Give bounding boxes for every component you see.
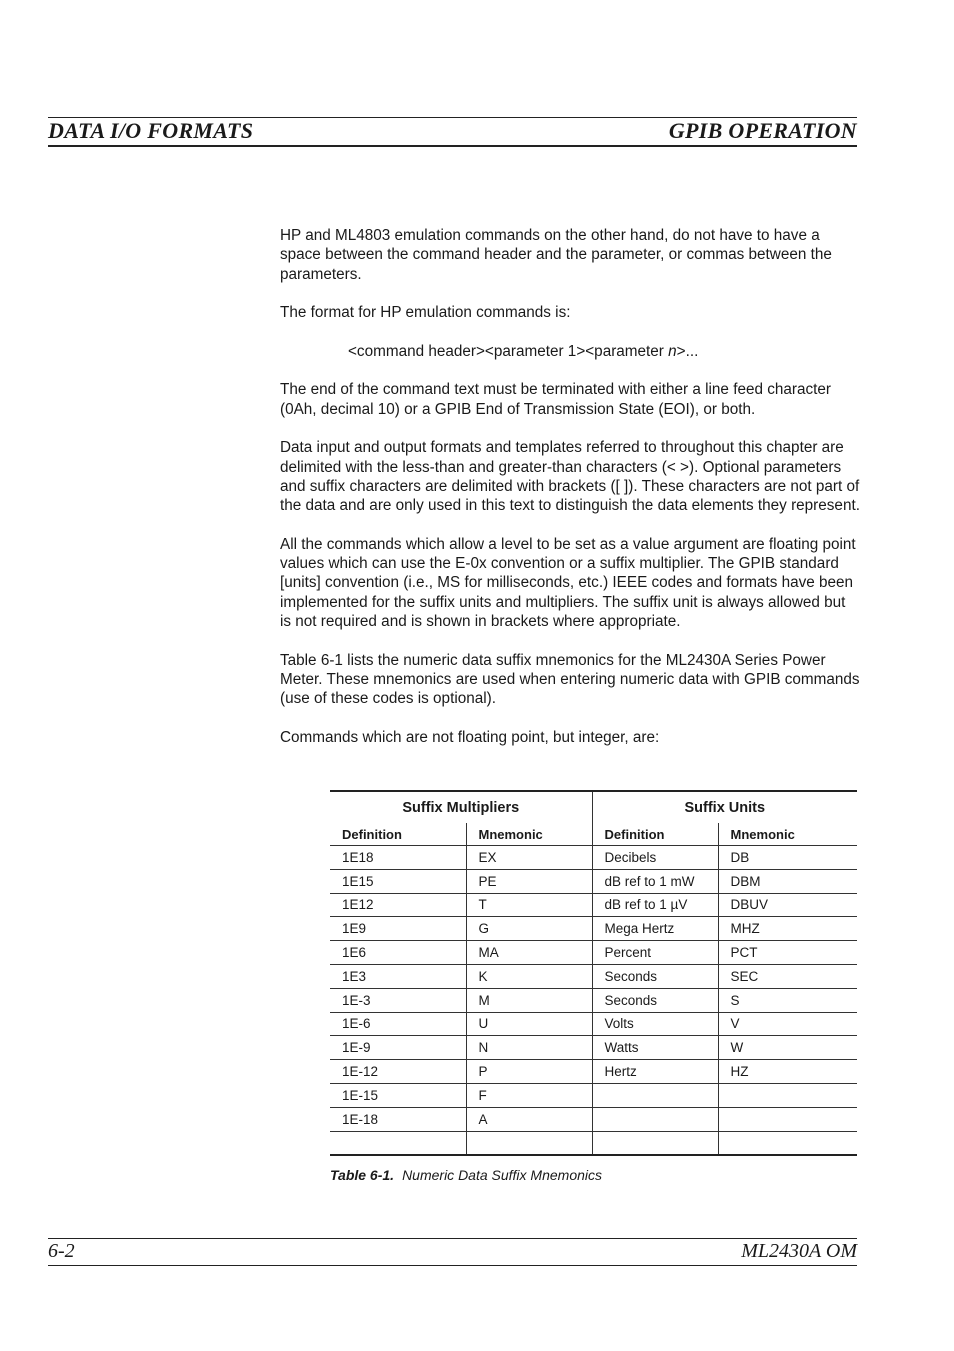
table-cell: N [466, 1036, 592, 1060]
format-template-post: >... [676, 342, 699, 360]
table-cell: T [466, 893, 592, 917]
table-cell: 1E-9 [330, 1036, 466, 1060]
sub-header-mnemonic: Mnemonic [466, 823, 592, 846]
table-cell: Mega Hertz [592, 917, 718, 941]
table-caption-label: Table 6-1. [330, 1167, 395, 1183]
table-cell: MA [466, 941, 592, 965]
table-cell: PCT [718, 941, 857, 965]
table-row [330, 941, 857, 965]
table-cell: EX [466, 846, 592, 870]
header-right-title: GPIB OPERATION [668, 118, 857, 143]
table-row [330, 1060, 857, 1084]
table-cell [592, 1131, 718, 1155]
suffix-mnemonics-table [330, 790, 857, 1156]
table-cell: 1E-3 [330, 988, 466, 1012]
format-template [280, 342, 860, 361]
table-cell: HZ [718, 1060, 857, 1084]
group-header-multipliers: Suffix Multipliers [402, 799, 520, 816]
table-cell: 1E-12 [330, 1060, 466, 1084]
header-left-title: DATA I/O FORMATS [48, 118, 254, 143]
table-sub-header-row [330, 823, 857, 846]
table-cell: Hertz [592, 1060, 718, 1084]
table-group-header-row [330, 791, 857, 823]
header-bottom-rule [48, 145, 857, 147]
table-cell: DB [718, 846, 857, 870]
table-cell: M [466, 988, 592, 1012]
table-cell: 1E6 [330, 941, 466, 965]
table-cell: dB ref to 1 mW [592, 869, 718, 893]
table-cell: Seconds [592, 988, 718, 1012]
table-row [330, 1131, 857, 1155]
table-cell: S [718, 988, 857, 1012]
table-row [330, 917, 857, 941]
table-cell [330, 1131, 466, 1155]
table-cell: 1E-6 [330, 1012, 466, 1036]
table-cell: Seconds [592, 964, 718, 988]
paragraph-7: Table 6-1 lists the numeric data suffix mnemonics for the ML2430A Series Power Meter. These mnemonics are used when entering numeric data with GPIB commands (use of these codes is optional). [280, 651, 860, 708]
table-cell: G [466, 917, 592, 941]
paragraph-6: All the commands which allow a level to be set as a value argument are floating point values which can use the E-0x convention or a suffix multiplier. The GPIB standard [units] convention (i.e., MS for milliseconds, etc.) IEEE codes and formats have been implemented for the suffix units and multipliers. The suffix unit is always allowed but is not required and is shown in brackets where appropriate. [280, 535, 856, 630]
table-row [330, 964, 857, 988]
table-row [330, 1012, 857, 1036]
paragraph-5: Data input and output formats and templates referred to throughout this chapter are delimited with the less-than and greater-than characters (< >). Optional parameters and suffix characters are delimited with brackets ([ ]). These characters are not part of the data and are only used in this text to distinguish the data elements they represent. [280, 439, 860, 515]
format-template-n: n [668, 342, 677, 360]
table-cell [718, 1131, 857, 1155]
table-cell: 1E-15 [330, 1083, 466, 1107]
table-cell: V [718, 1012, 857, 1036]
table-cell: 1E15 [330, 869, 466, 893]
table-cell: Watts [592, 1036, 718, 1060]
footer-top-rule [48, 1238, 857, 1239]
table-cell: 1E3 [330, 964, 466, 988]
table-cell: A [466, 1107, 592, 1131]
sub-header-definition: Definition [330, 823, 466, 846]
table-cell: Percent [592, 941, 718, 965]
table-cell: MHZ [718, 917, 857, 941]
table-row [330, 846, 857, 870]
table-row [330, 1107, 857, 1131]
group-header-units: Suffix Units [592, 791, 857, 823]
table-row [330, 1083, 857, 1107]
table-cell: SEC [718, 964, 857, 988]
sub-header-mnemonic: Mnemonic [718, 823, 857, 846]
table-row [330, 869, 857, 893]
footer-doc-title: ML2430A OM [741, 1240, 857, 1262]
paragraph-2: The format for HP emulation commands is: [280, 304, 571, 322]
table-cell: DBM [718, 869, 857, 893]
table-cell: DBUV [718, 893, 857, 917]
table-cell: W [718, 1036, 857, 1060]
table-cell [718, 1083, 857, 1107]
paragraph-8: Commands which are not floating point, but integer, are: [280, 728, 660, 746]
format-template-pre: <command header><parameter 1><parameter [348, 342, 669, 360]
table-cell: Volts [592, 1012, 718, 1036]
table-cell: K [466, 964, 592, 988]
paragraph-1: HP and ML4803 emulation commands on the other hand, do not have to have a space between the command header and the parameter, or commas between the parameters. [280, 227, 832, 283]
body-text [280, 226, 860, 766]
table-cell: dB ref to 1 µV [592, 893, 718, 917]
table-cell: P [466, 1060, 592, 1084]
sub-header-definition: Definition [592, 823, 718, 846]
table-caption-text: Numeric Data Suffix Mnemonics [402, 1167, 603, 1183]
table-cell [592, 1083, 718, 1107]
table-body [330, 846, 857, 1156]
footer-page-number: 6-2 [48, 1240, 75, 1262]
table-cell: Decibels [592, 846, 718, 870]
table-cell: 1E-18 [330, 1107, 466, 1131]
table-cell: F [466, 1083, 592, 1107]
table-cell [718, 1107, 857, 1131]
table-cell: 1E9 [330, 917, 466, 941]
paragraph-4: The end of the command text must be terminated with either a line feed character (0Ah, decimal 10) or a GPIB End of Transmission State (EOI), or both. [280, 381, 831, 418]
table-cell: 1E12 [330, 893, 466, 917]
table-row [330, 1036, 857, 1060]
table-row [330, 988, 857, 1012]
table-cell [466, 1131, 592, 1155]
table-cell [592, 1107, 718, 1131]
table-cell: 1E18 [330, 846, 466, 870]
footer-bottom-rule [48, 1265, 857, 1266]
table-cell: PE [466, 869, 592, 893]
table-cell: U [466, 1012, 592, 1036]
table-caption [330, 1167, 602, 1183]
table-row [330, 893, 857, 917]
